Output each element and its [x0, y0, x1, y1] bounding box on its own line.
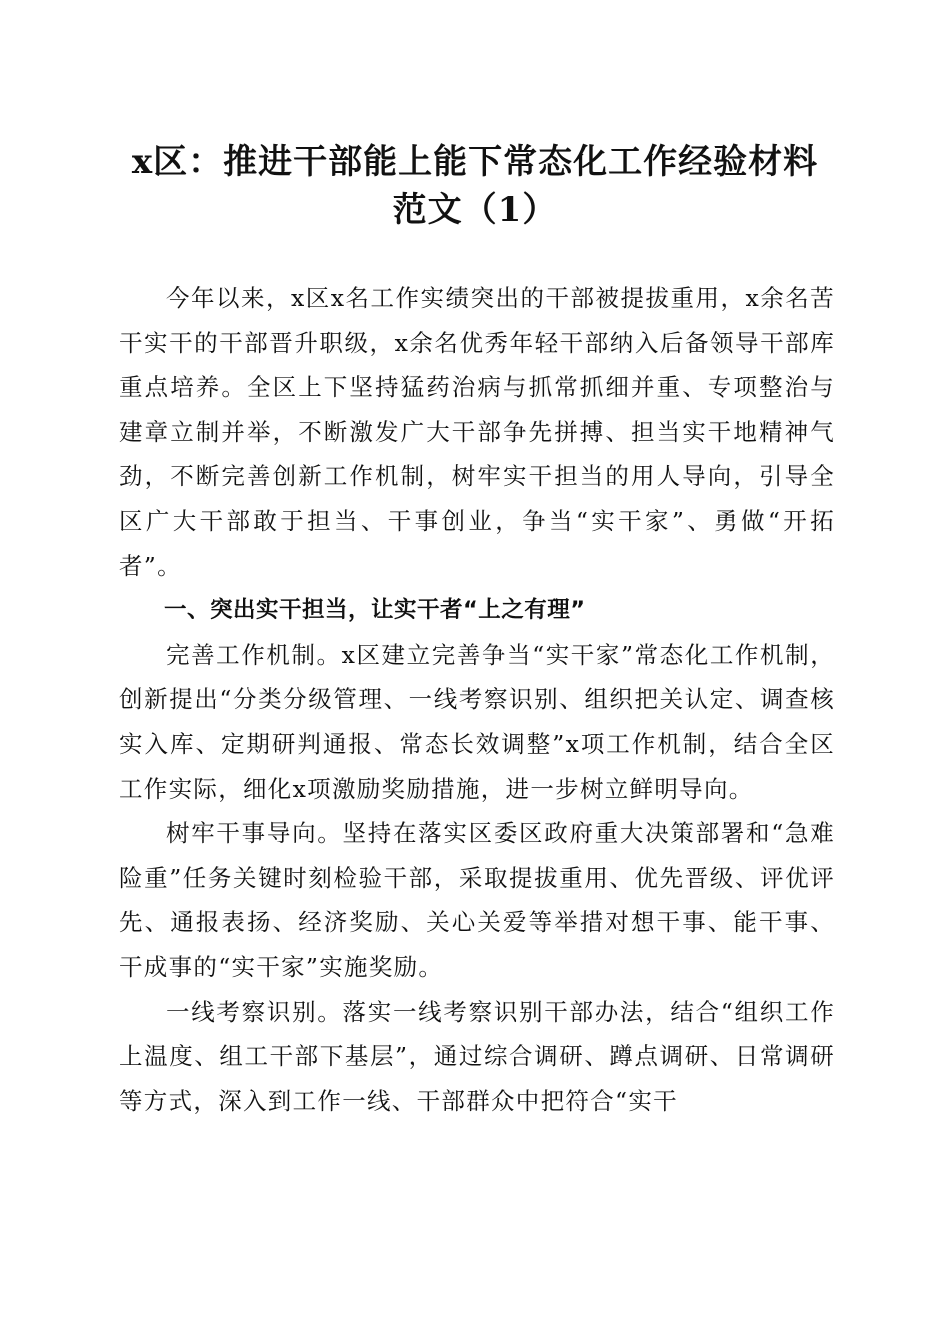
paragraph-mechanism: 完善工作机制。x区建立完善争当“实干家”常态化工作机制，创新提出“分类分级管理、一线考察识别、组织把关认定、调查核实入库、定期研判通报、常态长效调整”x项工作机制，结合全区工作实际，细化x项激励奖励措施，进一步树立鲜明导向。 [119, 640, 835, 803]
document-body [119, 276, 835, 1123]
section-heading: 一、突出实干担当，让实干者“上之有理” [164, 597, 586, 624]
title-line-1: x区：推进干部能上能下常态化工作经验材料 [131, 142, 819, 182]
intro-paragraph: 今年以来，x区x名工作实绩突出的干部被提拔重用，x余名苦干实干的干部晋升职级，x余名优秀年轻干部纳入后备领导干部库重点培养。全区上下坚持猛药治病与抓常抓细并重、专项整治与建章立制并举，不断激发广大干部争先拼搏、担当实干地精神气劲，不断完善创新工作机制，树牢实干担当的用人导向，引导全区广大干部敢于担当、干事创业，争当“实干家”、勇做“开拓者”。 [119, 284, 835, 580]
title-line-2: 范文（1） [392, 190, 558, 230]
document-title [100, 138, 850, 234]
paragraph-orientation: 树牢干事导向。坚持在落实区委区政府重大决策部署和“急难险重”任务关键时刻检验干部，采取提拔重用、优先晋级、评优评先、通报表扬、经济奖励、关心关爱等举措对想干事、能干事、干成事的“实干家”实施奖励。 [119, 819, 835, 981]
paragraph-inspection: 一线考察识别。落实一线考察识别干部办法，结合“组织工作上温度、组工干部下基层”，通过综合调研、蹲点调研、日常调研等方式，深入到工作一线、干部群众中把符合“实干 [119, 997, 835, 1115]
